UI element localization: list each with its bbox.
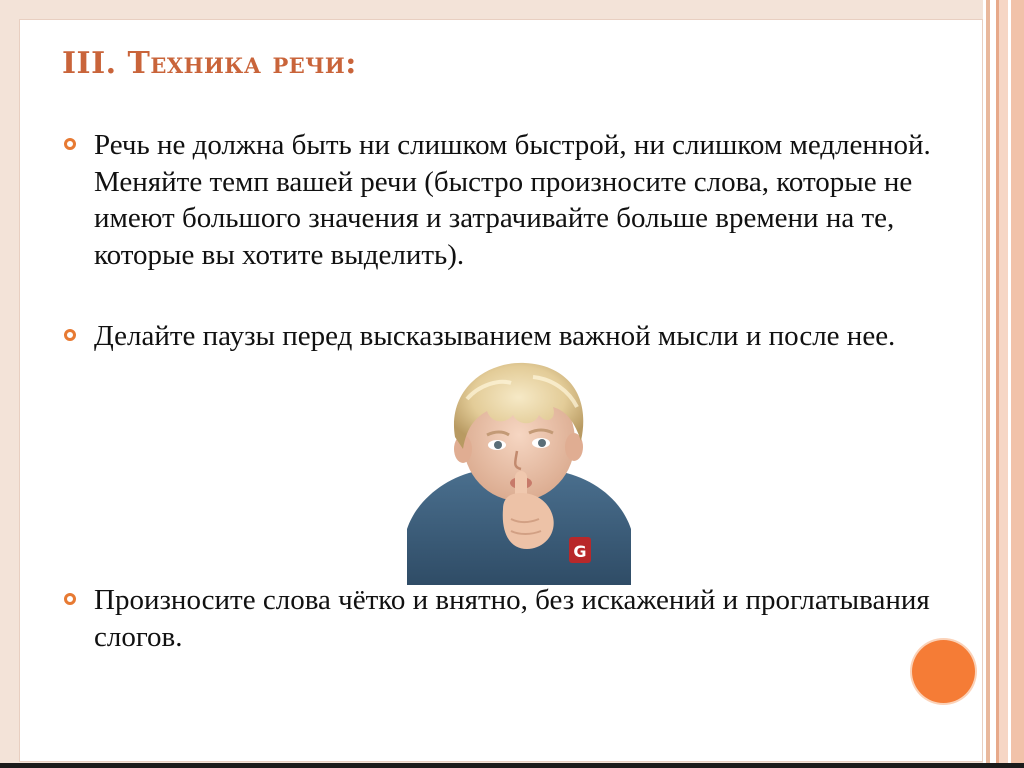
title-prefix: III. Т [62,46,151,81]
decor-circle [912,640,975,703]
bullet-text: Произносите слова чётко и внятно, без искажений и проглатывания слогов. [94,584,930,653]
decor-stripe [1011,0,1024,768]
title-rest: ехника речи: [150,46,357,81]
bullet-item [64,582,964,655]
bottom-border [0,763,1024,768]
bullet-circle-icon [64,329,76,341]
bullet-circle-icon [64,593,76,605]
slide-title [62,46,357,81]
svg-text:G: G [573,542,587,561]
bullet-text: Речь не должна быть ни слишком быстрой, ни слишком медленной. Меняйте темп вашей речи (быстро произносите слова, которые не имеют большого значения и затрачивайте больше времени на те, которые вы хотите выделить). [94,129,931,271]
decor-stripe [999,0,1008,768]
bullet-item [64,318,964,355]
bullet-circle-icon [64,138,76,150]
bullet-text: Делайте паузы перед высказыванием важной мысли и после нее. [94,320,896,352]
child-finger-on-lips-icon [407,359,631,585]
bullet-item [64,127,964,273]
